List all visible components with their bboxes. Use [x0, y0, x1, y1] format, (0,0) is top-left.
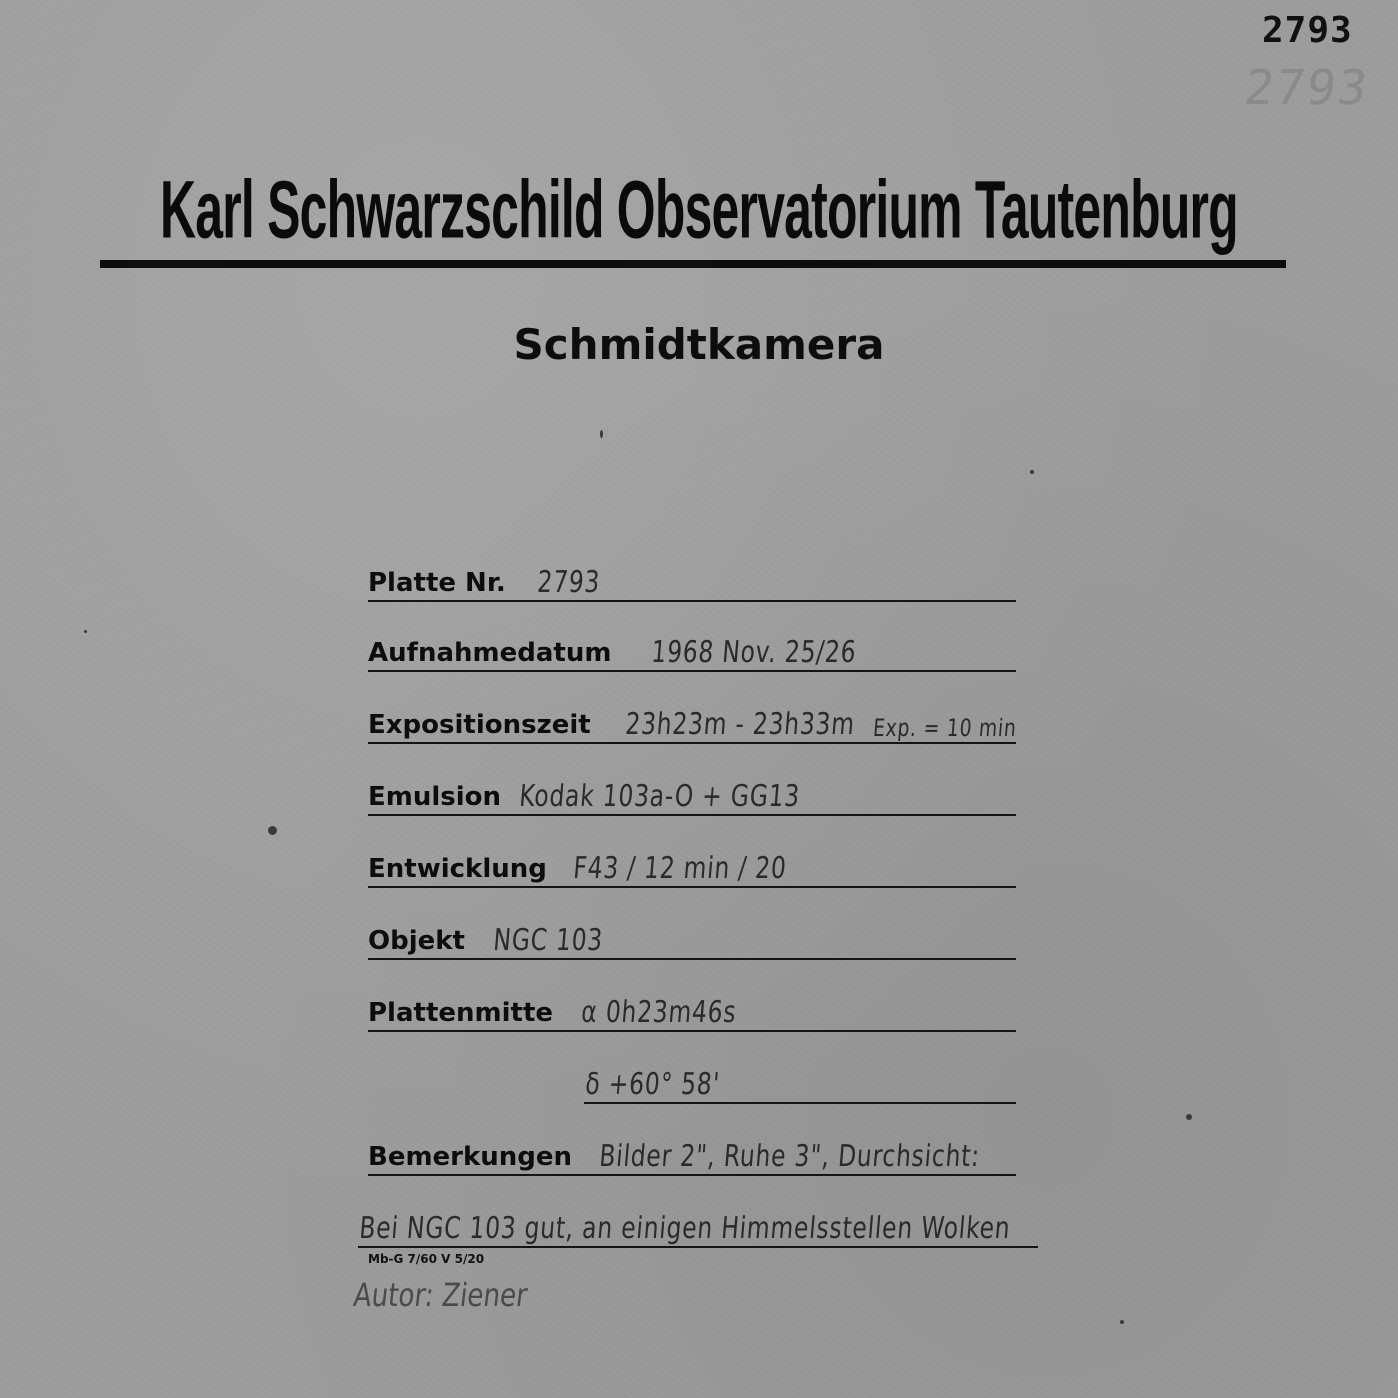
- field-value: Kodak 103a-O + GG13: [518, 779, 802, 814]
- field-plattenmitte: [368, 992, 1016, 1032]
- field-bemerkungen-line2: [358, 1208, 1038, 1248]
- form-code: Mb-G 7/60 V 5/20: [368, 1252, 485, 1266]
- instrument-subtitle: Schmidtkamera: [513, 320, 885, 369]
- title-underline: [100, 260, 1286, 268]
- field-value-ra: α 0h23m46s: [580, 995, 738, 1030]
- paper-speck: [84, 630, 87, 633]
- paper-speck: [1186, 1114, 1192, 1120]
- field-label: Aufnahmedatum: [368, 638, 612, 668]
- paper-speck: [1120, 1320, 1124, 1324]
- field-value: Bilder 2", Ruhe 3", Durchsicht:: [598, 1139, 982, 1174]
- field-rule: [368, 1030, 1016, 1032]
- field-label: Platte Nr.: [368, 568, 506, 598]
- field-rule: [368, 1174, 1016, 1176]
- field-rule: [358, 1246, 1038, 1248]
- field-label: Emulsion: [368, 782, 502, 812]
- field-value: 2793: [536, 565, 602, 600]
- field-expositionszeit: [368, 704, 1016, 744]
- paper-speck: [1030, 470, 1034, 474]
- paper-speck: [600, 430, 603, 438]
- field-platte-nr: [368, 562, 1016, 602]
- field-rule: [368, 670, 1016, 672]
- observatory-title: Karl Schwarzschild Observatorium Tautenburg: [160, 163, 1238, 256]
- field-label: Entwicklung: [368, 854, 547, 884]
- author-note: Autor: Ziener: [351, 1276, 530, 1314]
- field-rule: [368, 742, 1016, 744]
- field-value: 1968 Nov. 25/26: [650, 635, 858, 670]
- field-rule: [368, 600, 1016, 602]
- stamped-plate-number: 2793: [1262, 10, 1353, 51]
- field-rule: [584, 1102, 1016, 1104]
- field-value: 23h23m - 23h33m: [624, 707, 857, 742]
- field-label: Plattenmitte: [368, 998, 554, 1028]
- field-rule: [368, 886, 1016, 888]
- field-aufnahmedatum: [368, 632, 1016, 672]
- field-label: Objekt: [368, 926, 465, 956]
- field-label: Expositionszeit: [368, 710, 591, 740]
- field-label: Bemerkungen: [368, 1142, 573, 1172]
- field-value: NGC 103: [492, 923, 605, 958]
- paper-speck: [268, 826, 277, 835]
- field-plattenmitte-dec: [584, 1064, 1016, 1104]
- field-value: Bei NGC 103 gut, an einigen Himmelsstellen Wolken: [358, 1211, 1012, 1246]
- field-rule: [368, 958, 1016, 960]
- field-value: F43 / 12 min / 20: [572, 851, 789, 886]
- field-entwicklung: [368, 848, 1016, 888]
- field-value-extra: Exp. = 10 min: [872, 714, 1018, 742]
- field-value-dec: δ +60° 58': [584, 1067, 722, 1102]
- field-rule: [368, 814, 1016, 816]
- field-bemerkungen: [368, 1136, 1016, 1176]
- field-emulsion: [368, 776, 1016, 816]
- pencil-plate-number: 2793: [1241, 60, 1373, 116]
- field-objekt: [368, 920, 1016, 960]
